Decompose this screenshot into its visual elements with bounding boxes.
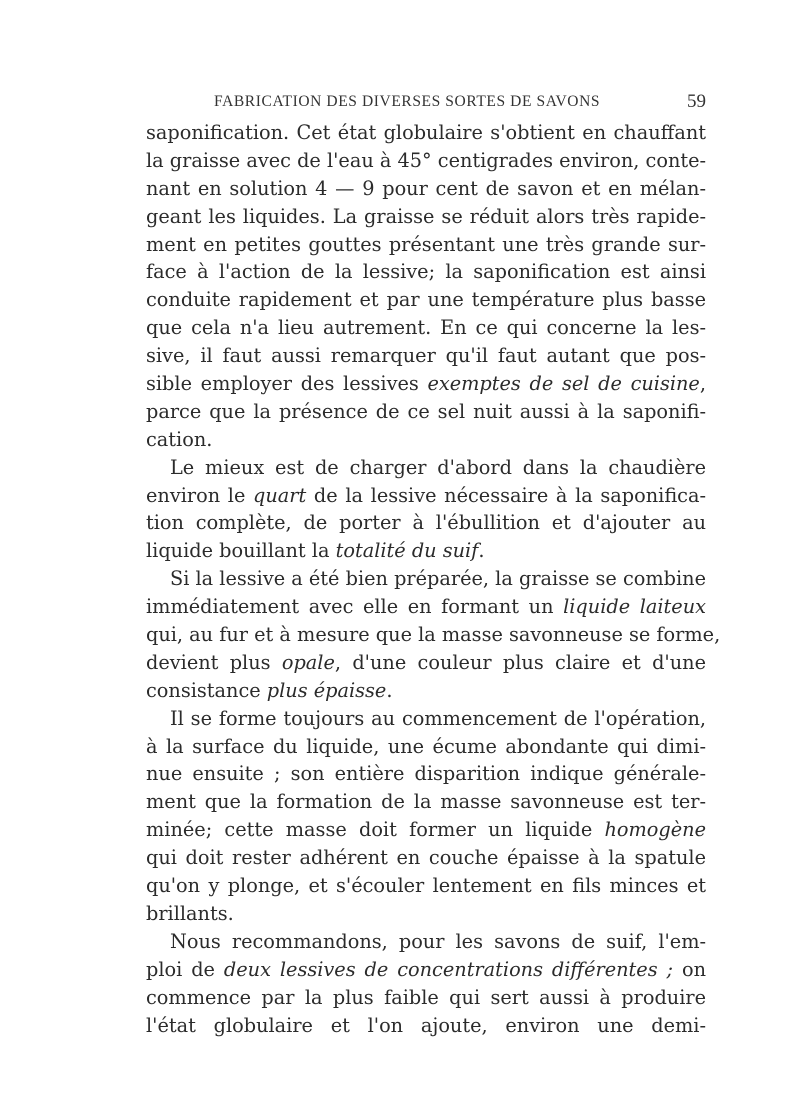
text-line <box>146 427 706 454</box>
text-segment: Il se forme toujours au commencement de l'opération, <box>170 706 706 730</box>
text-line <box>146 566 706 593</box>
text-segment: , d'une couleur plus claire et d'une <box>334 650 706 674</box>
text-line <box>146 148 706 175</box>
text-line <box>146 929 706 956</box>
text-segment: la graisse avec de l'eau à 45° centigrades environ, conte- <box>146 148 707 172</box>
italic-text: opale <box>281 650 335 674</box>
text-segment: qui, au fur et à mesure que la masse savonneuse se forme, <box>146 623 721 647</box>
text-line <box>146 455 706 482</box>
text-line <box>146 259 706 286</box>
text-segment: immédiatement avec elle en formant un <box>146 595 564 619</box>
text-segment: minée; cette masse doit former un liquide <box>146 818 605 842</box>
text-line <box>146 120 706 147</box>
text-line <box>146 204 706 231</box>
running-head <box>148 91 708 115</box>
text-line <box>146 483 706 510</box>
text-segment: ment en petites gouttes présentant une très grande sur- <box>146 232 706 256</box>
running-title: FABRICATION DES DIVERSES SORTES DE SAVONS <box>214 93 601 110</box>
text-line <box>146 678 706 705</box>
text-line <box>146 901 706 928</box>
text-segment: qu'on y plonge, et s'écouler lentement en fils minces et <box>146 874 706 898</box>
text-segment: devient plus <box>146 650 282 674</box>
text-segment: de la lessive nécessaire à la saponifica- <box>306 483 706 507</box>
text-line <box>146 594 706 621</box>
page-number: 59 <box>687 91 706 112</box>
text-line <box>146 957 706 984</box>
text-line <box>146 817 706 844</box>
italic-text: plus épaisse <box>266 678 387 702</box>
text-line <box>146 371 706 398</box>
text-segment: à la surface du liquide, une écume abondante qui dimi- <box>146 734 706 758</box>
text-line <box>146 845 706 872</box>
text-line <box>146 789 706 816</box>
text-segment: geant les liquides. La graisse se réduit alors très rapide- <box>146 204 706 228</box>
text-line <box>146 650 706 677</box>
text-segment: ment que la formation de la masse savonneuse est ter- <box>146 790 706 814</box>
text-line <box>146 343 706 370</box>
text-segment: liquide bouillant la <box>146 539 336 563</box>
text-segment: . <box>386 678 393 702</box>
italic-text: quart <box>253 483 307 507</box>
text-segment: conduite rapidement et par une température plus basse <box>146 288 706 312</box>
line-gap <box>146 1039 706 1040</box>
text-segment: cation. <box>146 427 213 451</box>
text-line <box>146 622 721 649</box>
text-segment: Le mieux est de charger d'abord dans la chaudière <box>170 455 706 479</box>
text-segment: que cela n'a lieu autrement. En ce qui concerne la les- <box>146 316 706 340</box>
text-segment: nant en solution 4 — 9 pour cent de savon et en mélan- <box>146 176 706 200</box>
text-line <box>146 985 706 1012</box>
text-segment: face à l'action de la lessive; la saponification est ainsi <box>146 260 706 284</box>
text-segment: Nous recommandons, pour les savons de suif, l'em- <box>170 929 706 953</box>
text-segment: sive, il faut aussi remarquer qu'il faut autant que pos- <box>146 344 706 368</box>
text-segment: consistance <box>146 678 267 702</box>
text-line <box>146 287 706 314</box>
text-line <box>146 315 706 342</box>
text-line <box>146 176 706 203</box>
text-line <box>146 510 706 537</box>
text-line <box>146 399 706 426</box>
text-segment: on <box>673 957 706 981</box>
body-text <box>146 120 721 1040</box>
text-line <box>146 761 706 788</box>
text-segment: l'état globulaire et l'on ajoute, environ une demi- <box>146 1013 706 1037</box>
text-segment: . <box>478 539 485 563</box>
italic-text: exemptes de sel de cuisine <box>427 372 700 396</box>
text-segment: Si la lessive a été bien préparée, la graisse se combine <box>170 567 706 591</box>
text-line <box>146 706 706 733</box>
text-segment: sible employer des lessives <box>146 372 428 396</box>
text-segment: nue ensuite ; son entière disparition indique générale- <box>146 762 706 786</box>
text-line <box>146 873 706 900</box>
text-segment: , <box>699 372 706 396</box>
italic-text: deux lessives de concentrations différentes ; <box>223 957 674 981</box>
text-segment: parce que la présence de ce sel nuit aussi à la saponifi- <box>146 399 706 423</box>
text-segment: tion complète, de porter à l'ébullition et d'ajouter au <box>146 511 706 535</box>
italic-text: homogène <box>604 818 706 842</box>
text-segment: saponification. Cet état globulaire s'obtient en chauffant <box>146 121 706 144</box>
italic-text: totalité du suif <box>335 539 479 563</box>
italic-text: liquide laiteux <box>563 595 706 619</box>
text-segment: commence par la plus faible qui sert aussi à produire <box>146 985 706 1009</box>
text-line <box>146 1013 706 1040</box>
text-segment: brillants. <box>146 901 234 925</box>
text-segment: environ le <box>146 483 254 507</box>
text-segment: ploi de <box>146 957 224 981</box>
text-line <box>146 734 706 761</box>
text-segment: qui doit rester adhérent en couche épaisse à la spatule <box>146 846 706 870</box>
text-line <box>146 232 706 259</box>
text-line <box>146 538 706 565</box>
